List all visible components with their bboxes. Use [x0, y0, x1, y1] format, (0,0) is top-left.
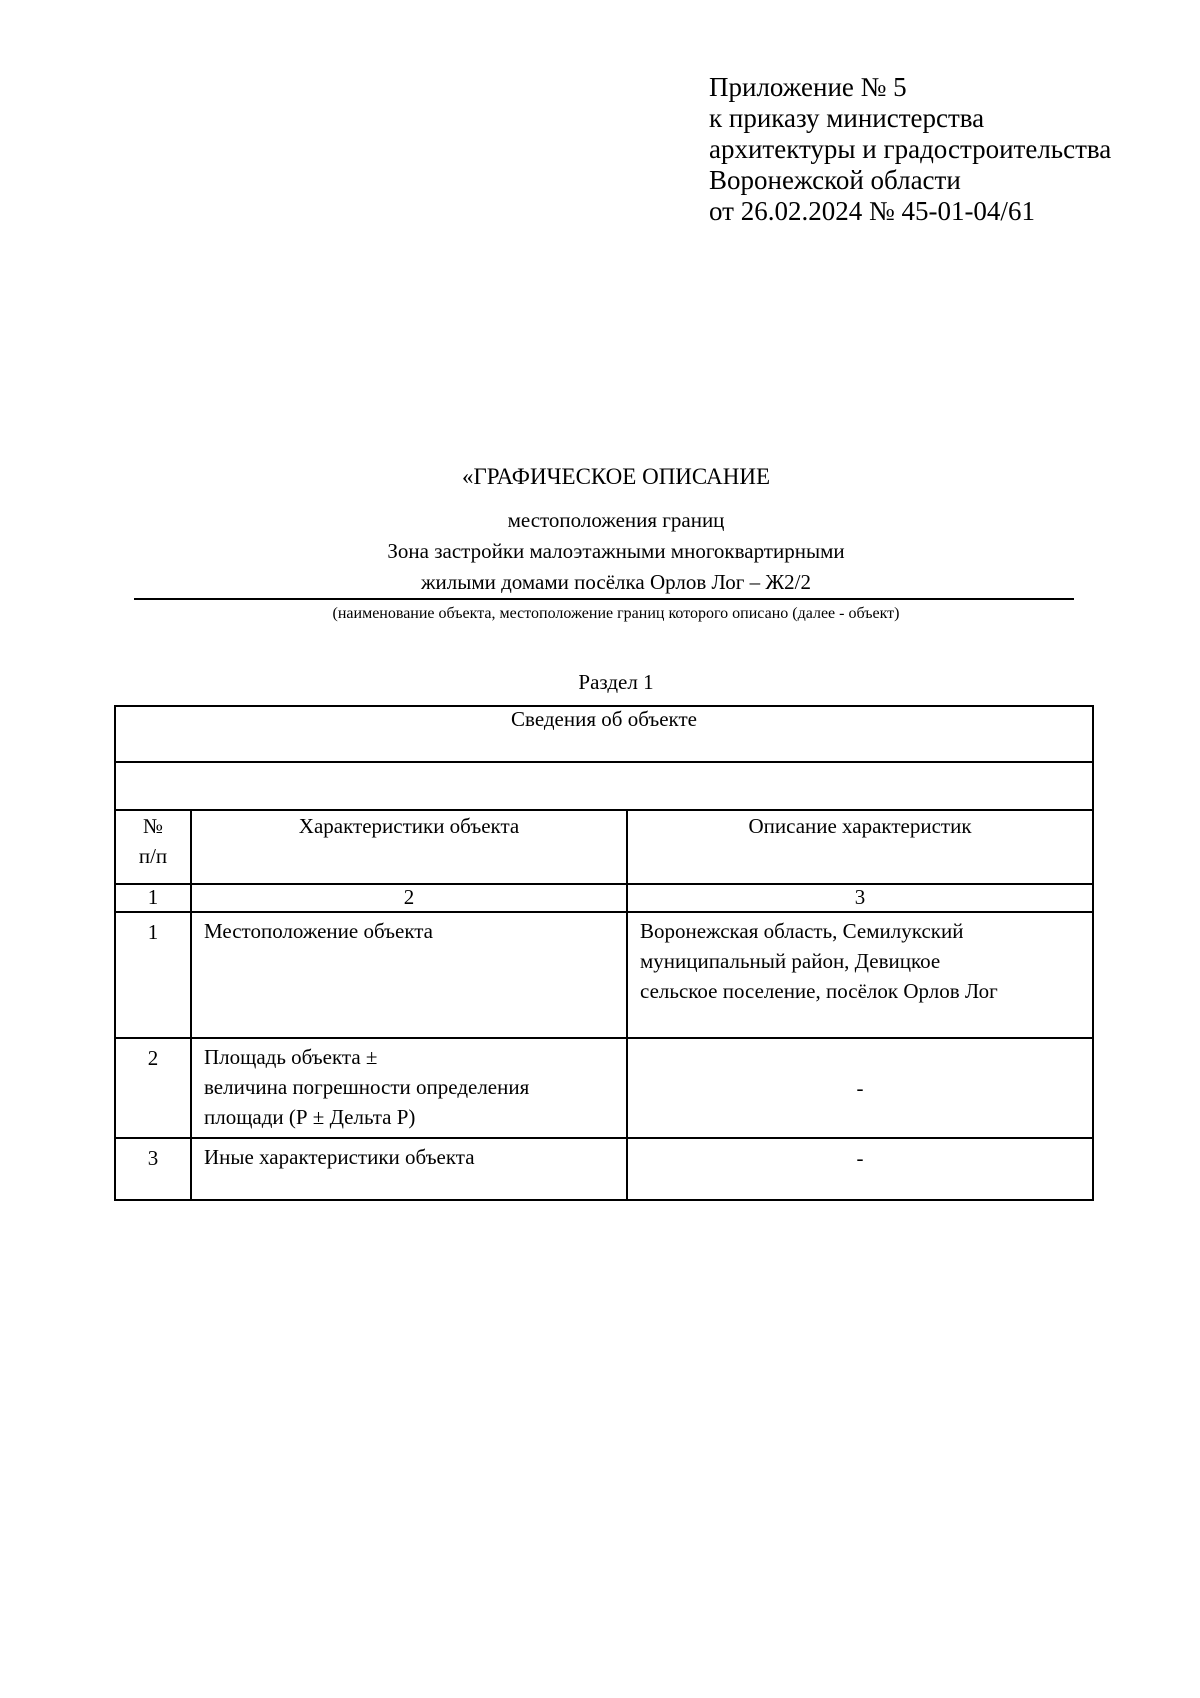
- characteristic-line: Площадь объекта ±: [204, 1045, 378, 1069]
- characteristic-line: площади (Р ± Дельта Р): [204, 1105, 416, 1129]
- header-characteristics: Характеристики объекта: [191, 810, 627, 884]
- appendix-line: от 26.02.2024 № 45-01-04/61: [709, 196, 1035, 226]
- table-heading-row: [115, 706, 1093, 762]
- row-characteristic: [191, 1038, 627, 1138]
- table-heading: Сведения об объекте: [115, 706, 1093, 762]
- appendix-line: архитектуры и градостроительства: [709, 134, 1112, 164]
- row-number: 1: [115, 912, 191, 1038]
- row-description: -: [627, 1038, 1093, 1138]
- subtitle-line: местоположения границ: [507, 508, 725, 532]
- document-subtitle: [134, 505, 1074, 598]
- header-num-line: №: [142, 814, 164, 838]
- description-line: муниципальный район, Девицкое: [640, 949, 941, 973]
- table-row: [115, 1138, 1093, 1200]
- characteristic-line: величина погрешности определения: [204, 1075, 530, 1099]
- row-description: [627, 912, 1093, 1038]
- table-index-row: [115, 884, 1093, 912]
- header-description: Описание характеристик: [627, 810, 1093, 884]
- column-index: 1: [115, 884, 191, 912]
- table-row: [115, 912, 1093, 1038]
- title-underline: [134, 598, 1074, 600]
- row-description: -: [627, 1138, 1093, 1200]
- row-characteristic: [191, 1138, 627, 1200]
- table-empty-row: [115, 762, 1093, 810]
- characteristic-line: Местоположение объекта: [204, 919, 434, 943]
- appendix-line: Воронежской области: [709, 165, 961, 195]
- column-index: 3: [627, 884, 1093, 912]
- row-number: 2: [115, 1038, 191, 1138]
- row-number: 3: [115, 1138, 191, 1200]
- description-line: Воронежская область, Семилукский: [640, 919, 964, 943]
- characteristic-line: Иные характеристики объекта: [204, 1145, 475, 1169]
- subtitle-line: жилыми домами посёлка Орлов Лог – Ж2/2: [421, 570, 811, 594]
- header-num-line: п/п: [138, 844, 168, 868]
- object-caption: (наименование объекта, местоположение границ которого описано (далее - объект): [332, 605, 900, 622]
- table-header-row: [115, 810, 1093, 884]
- appendix-block: [709, 72, 1111, 227]
- appendix-line: Приложение № 5: [709, 72, 907, 102]
- column-index: 2: [191, 884, 627, 912]
- section-label: Раздел 1: [578, 670, 654, 694]
- header-num: [115, 810, 191, 884]
- empty-cell: [115, 762, 1093, 810]
- document-title: «ГРАФИЧЕСКОЕ ОПИСАНИЕ: [461, 464, 770, 489]
- table-row: [115, 1038, 1093, 1138]
- appendix-line: к приказу министерства: [709, 103, 985, 133]
- description-line: сельское поселение, посёлок Орлов Лог: [640, 979, 998, 1003]
- subtitle-line: Зона застройки малоэтажными многоквартирными: [387, 539, 845, 563]
- object-info-table: [114, 705, 1094, 1201]
- row-characteristic: [191, 912, 627, 1038]
